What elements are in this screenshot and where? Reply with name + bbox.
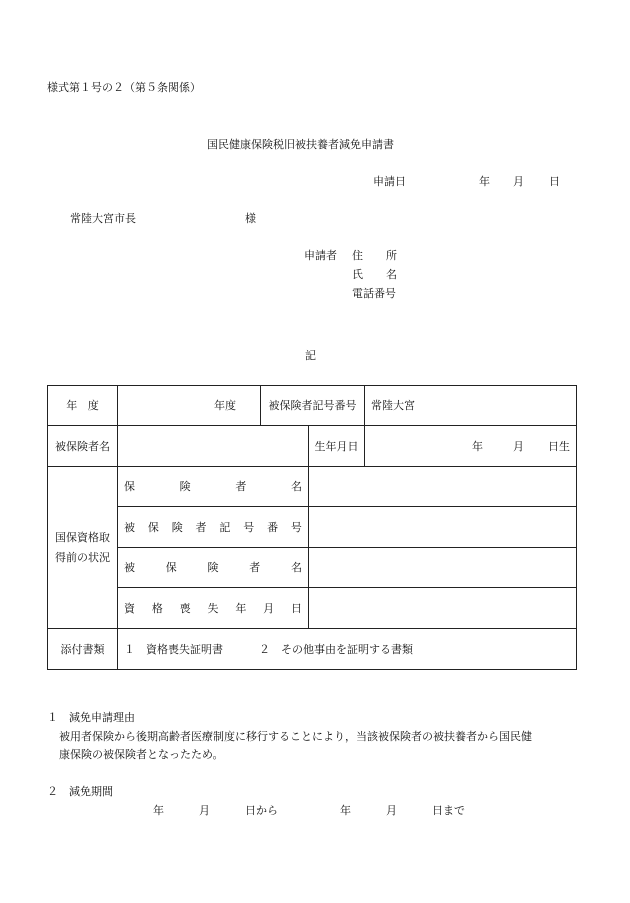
birth-label-cell (309, 426, 365, 467)
section1-line2: 康保険の被保険者となったため。 (59, 748, 224, 761)
char: 号 (243, 520, 255, 534)
status-label-line2: 得前の状況 (55, 550, 110, 564)
table-row (48, 426, 577, 467)
application-date-year: 年 (479, 175, 490, 188)
char: 名 (290, 480, 302, 493)
char: 月 (263, 601, 275, 615)
applicant-label: 申請者 (304, 249, 337, 262)
char: 険 (179, 480, 191, 493)
insurer-name-value-cell[interactable] (309, 467, 577, 507)
application-date-label: 申請日 (373, 175, 406, 188)
insured-number-label-cell (261, 386, 365, 426)
ki-marker: 記 (305, 349, 316, 362)
section1-heading: １ 減免申請理由 (47, 711, 135, 724)
from-day: 日から (245, 804, 278, 817)
birth-month: 月 (513, 439, 524, 453)
phone-label: 電話番号 (352, 287, 396, 300)
char: 険 (207, 561, 219, 574)
char: 年 (235, 601, 247, 615)
birth-day: 日生 (548, 439, 570, 453)
char: 険 (171, 520, 183, 534)
section2-heading: ２ 減免期間 (47, 785, 113, 798)
insured-number-value-cell[interactable] (365, 386, 577, 426)
char: 被 (124, 520, 135, 534)
status-label-line1: 国保資格取 (55, 530, 110, 544)
section1-line1: 被用者保険から後期高齢者医療制度に移行することにより，当該被保険者の被扶養者から国民健 (59, 730, 532, 743)
prev-insured-number-label (124, 520, 302, 535)
loss-date-label (124, 601, 302, 616)
char: 者 (195, 520, 207, 534)
table-row (48, 588, 577, 629)
prev-insured-number-value-cell[interactable] (309, 507, 577, 548)
char: 資 (124, 601, 135, 615)
insured-number-label: 被保険者記号番号 (268, 399, 357, 412)
char: 格 (151, 601, 163, 615)
nendo-label-1: 年 (66, 399, 78, 412)
birth-value-cell[interactable] (365, 426, 577, 467)
char: 記 (219, 520, 231, 534)
document-title: 国民健康保険税旧被扶養者減免申請書 (207, 138, 394, 151)
char: 日 (290, 601, 302, 615)
status-row-label-cell (118, 588, 309, 629)
char: 保 (165, 561, 177, 574)
insured-name-label: 被保険者名 (55, 439, 110, 453)
char: 番 (267, 520, 279, 534)
name-label-2: 名 (386, 268, 397, 281)
application-date-day: 日 (549, 175, 560, 188)
char: 名 (291, 561, 302, 574)
insured-name-label-cell (48, 426, 118, 467)
addressee-name: 常陸大宮市長 (70, 212, 136, 225)
attach-item-1[interactable]: １ 資格喪失証明書 (124, 642, 223, 656)
to-day: 日まで (432, 804, 465, 817)
char: 被 (124, 561, 135, 574)
birth-label: 生年月日 (314, 439, 359, 453)
addressee-honorific: 様 (245, 212, 256, 225)
application-table (47, 385, 577, 670)
nendo-label-2: 度 (87, 399, 99, 412)
address-label-2: 所 (386, 249, 397, 262)
char: 保 (147, 520, 159, 534)
nendo-value-cell[interactable] (118, 386, 261, 426)
loss-date-value-cell[interactable] (309, 588, 577, 629)
status-row-label-cell (118, 467, 309, 507)
attach-items-cell (118, 629, 577, 670)
birth-year: 年 (472, 439, 483, 453)
application-date-month: 月 (513, 175, 524, 188)
char: 者 (249, 561, 261, 574)
char: 号 (290, 520, 302, 534)
attach-label-cell (48, 629, 118, 670)
char: 喪 (179, 601, 191, 615)
char: 失 (207, 601, 219, 615)
nendo-label-cell (48, 386, 118, 426)
attach-item-2[interactable]: ２ その他事由を証明する書類 (259, 642, 413, 656)
insured-name-value-cell[interactable] (118, 426, 309, 467)
table-row (48, 548, 577, 588)
char: 保 (124, 480, 135, 493)
table-row (48, 467, 577, 507)
table-row (48, 507, 577, 548)
status-label-cell (48, 467, 118, 629)
status-row-label-cell (118, 548, 309, 588)
table-row (48, 386, 577, 426)
to-year: 年 (340, 804, 351, 817)
insurer-name-label (124, 479, 302, 494)
status-row-label-cell (118, 507, 309, 548)
char: 者 (235, 480, 247, 493)
insured-number-prefix: 常陸大宮 (371, 399, 415, 412)
address-label-1: 住 (352, 249, 363, 262)
prev-insured-name-label (124, 560, 302, 575)
attach-label: 添付書類 (60, 642, 105, 656)
form-number: 様式第１号の２（第５条関係） (47, 81, 201, 94)
name-label-1: 氏 (352, 268, 363, 281)
to-month: 月 (386, 804, 397, 817)
from-year: 年 (153, 804, 164, 817)
table-row (48, 629, 577, 670)
nendo-unit: 年度 (214, 399, 236, 412)
from-month: 月 (199, 804, 210, 817)
prev-insured-name-value-cell[interactable] (309, 548, 577, 588)
